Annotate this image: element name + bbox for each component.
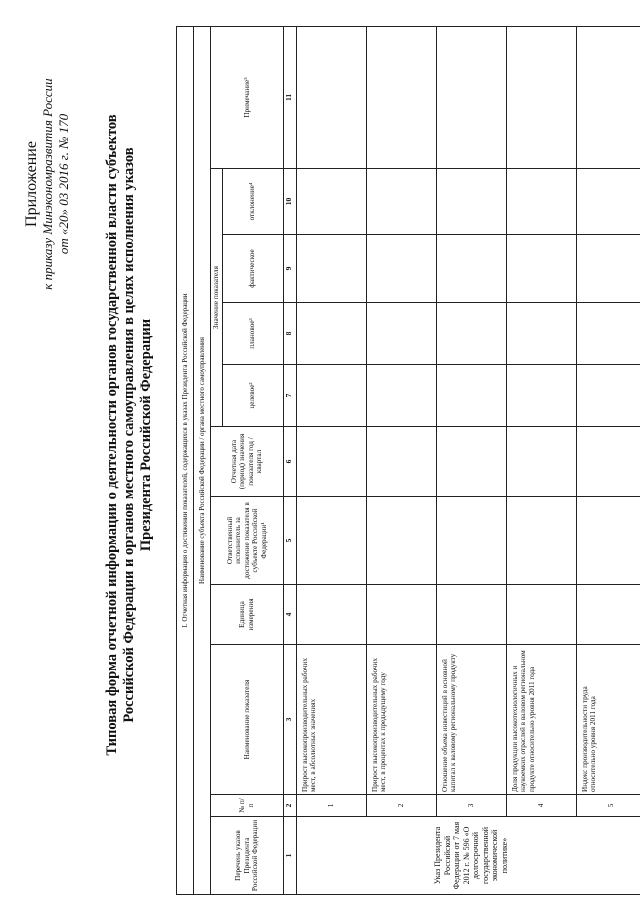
col-number: 2 [283,795,296,817]
header-deviation: отклонение⁴ [222,169,283,235]
cell-target[interactable] [296,365,366,427]
cell-report-date[interactable] [436,427,506,497]
appendix-order-line: к приказу Минэкономразвития России [40,78,55,290]
cell-planned[interactable] [436,303,506,365]
cell-note[interactable] [296,26,366,168]
header-decrees: Перечень указов Президента Российской Федерации [211,817,284,895]
header-target: целевое² [222,365,283,427]
header-executor: Ответственный исполнитель за достижение показателя в субъекте Российской Федерации¹ [211,497,284,585]
cell-actual[interactable] [366,235,436,303]
header-planned: плановое³ [222,303,283,365]
title-line-2: Российской Федерации и органов местного самоуправления в целях исполнения указов [121,147,137,723]
header-unit: Единица измерения [211,585,284,645]
cell-unit[interactable] [296,585,366,645]
header-values-group: Значение показателя [211,169,223,427]
table-row [436,26,506,894]
cell-note[interactable] [506,26,576,168]
header-num: № п/п [211,795,284,817]
header-indicator: Наименование показателя [211,645,284,795]
header-note: Примечание⁵ [211,26,284,168]
cell-deviation[interactable] [576,169,640,235]
cell-actual[interactable] [576,235,640,303]
cell-note[interactable] [576,26,640,168]
cell-planned[interactable] [576,303,640,365]
col-number: 8 [283,303,296,365]
header-report-date: Отчетная дата (период) значения показателя год / квартал [211,427,284,497]
table-row [366,26,436,894]
cell-unit[interactable] [506,585,576,645]
table-row [576,26,640,894]
cell-planned[interactable] [366,303,436,365]
cell-report-date[interactable] [576,427,640,497]
cell-planned[interactable] [296,303,366,365]
cell-unit[interactable] [576,585,640,645]
cell-executor[interactable] [366,497,436,585]
table-row [296,26,366,894]
row-number: 5 [576,795,640,817]
col-number: 4 [283,585,296,645]
col-number: 10 [283,169,296,235]
cell-target[interactable] [576,365,640,427]
cell-report-date[interactable] [366,427,436,497]
cell-deviation[interactable] [436,169,506,235]
decree-cell: Указ Президента Российской Федерации от 7 мая 2012 г. № 596 «О долгосрочной государственной экономической политике» [296,817,640,895]
cell-note[interactable] [366,26,436,168]
cell-executor[interactable] [506,497,576,585]
cell-executor[interactable] [436,497,506,585]
col-number: 5 [283,497,296,585]
col-number: 11 [283,26,296,168]
region-label: Наименование субъекта Российской Федерации / органа местного самоуправления [194,26,211,894]
cell-unit[interactable] [366,585,436,645]
indicator-name: Прирост высокопроизводительных рабочих мест, в процентах к предыдущему году [366,645,436,795]
col-number: 9 [283,235,296,303]
column-numbers-row [283,26,296,894]
document-title [104,55,155,815]
col-number: 3 [283,645,296,795]
row-number: 2 [366,795,436,817]
row-number: 4 [506,795,576,817]
cell-target[interactable] [366,365,436,427]
cell-target[interactable] [506,365,576,427]
cell-actual[interactable] [506,235,576,303]
cell-report-date[interactable] [296,427,366,497]
cell-executor[interactable] [576,497,640,585]
cell-deviation[interactable] [506,169,576,235]
appendix-block [24,34,72,334]
appendix-date-line: от «20» 03 2016 г. № 170 [56,113,71,255]
row-number: 1 [296,795,366,817]
section-i-header: I. Отчетная информация о достижении показателей, содержащихся в указах Президента Российской Федерации [177,26,194,894]
col-number: 7 [283,365,296,427]
indicator-name: Индекс производительности труда относительно уровня 2011 года [576,645,640,795]
table-row [506,26,576,894]
cell-deviation[interactable] [296,169,366,235]
appendix-label: Приложение [23,141,40,227]
cell-actual[interactable] [436,235,506,303]
cell-note[interactable] [436,26,506,168]
cell-target[interactable] [436,365,506,427]
title-line-3: Президента Российской Федерации [138,318,154,552]
indicator-name: Отношение объема инвестиций в основной капитал к валовому региональному продукту [436,645,506,795]
cell-planned[interactable] [506,303,576,365]
row-number: 3 [436,795,506,817]
col-number: 6 [283,427,296,497]
report-table [176,26,640,895]
title-line-1: Типовая форма отчетной информации о деятельности органов государственной власти субъектов [104,114,120,756]
cell-executor[interactable] [296,497,366,585]
col-number: 1 [283,817,296,895]
indicator-name: Доля продукции высокотехнологичных и наукоемких отраслей в валовом региональном продукте относительно уровня 2011 года [506,645,576,795]
cell-unit[interactable] [436,585,506,645]
indicator-name: Прирост высокопроизводительных рабочих мест, в абсолютных значениях [296,645,366,795]
cell-deviation[interactable] [366,169,436,235]
report-table-wrapper [176,27,628,895]
header-actual: фактическое [222,235,283,303]
cell-actual[interactable] [296,235,366,303]
cell-report-date[interactable] [506,427,576,497]
